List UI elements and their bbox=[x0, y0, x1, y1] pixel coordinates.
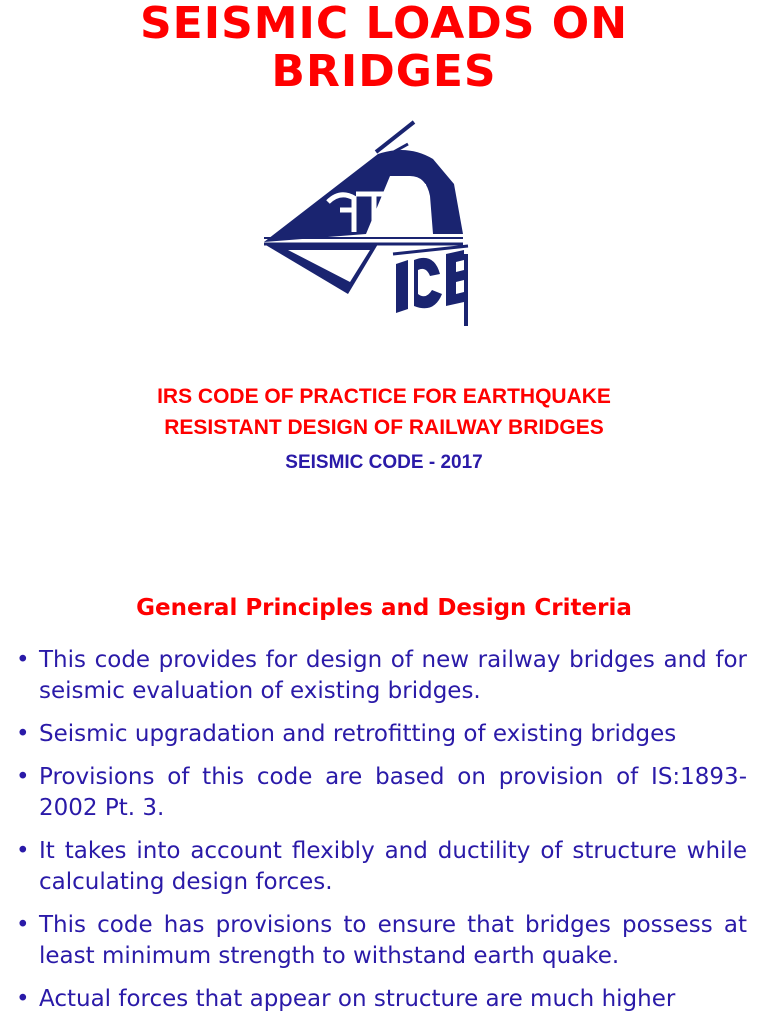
subtitle-line-2: RESISTANT DESIGN OF RAILWAY BRIDGES bbox=[164, 416, 604, 439]
list-item bbox=[16, 910, 747, 972]
list-item bbox=[16, 984, 747, 1015]
bullet-icon: • bbox=[16, 647, 30, 673]
bullet-icon: • bbox=[16, 721, 30, 747]
irsce-logo-icon bbox=[258, 114, 478, 334]
bullet-text: It takes into account flexibly and ductility of structure while calculating design forces. bbox=[39, 838, 747, 895]
bullet-icon: • bbox=[16, 986, 30, 1012]
bullet-icon: • bbox=[16, 838, 30, 864]
section-heading: General Principles and Design Criteria bbox=[136, 595, 632, 621]
bullet-icon: • bbox=[16, 764, 30, 790]
bullet-text: Seismic upgradation and retrofitting of existing bridges bbox=[39, 721, 677, 747]
bullet-text: This code has provisions to ensure that bridges possess at least minimum strength to withstand earth quake. bbox=[39, 912, 747, 969]
list-item bbox=[16, 645, 747, 707]
document-subtitle bbox=[0, 381, 768, 443]
list-item bbox=[16, 836, 747, 898]
code-label: SEISMIC CODE - 2017 bbox=[285, 452, 483, 473]
bullet-text: Actual forces that appear on structure are much higher bbox=[39, 986, 676, 1012]
subtitle-line-1: IRS CODE OF PRACTICE FOR EARTHQUAKE bbox=[157, 385, 611, 408]
bullet-icon: • bbox=[16, 912, 30, 938]
bullet-text: Provisions of this code are based on provision of IS:1893-2002 Pt. 3. bbox=[39, 764, 747, 821]
bullet-text: This code provides for design of new railway bridges and for seismic evaluation of existing bridges. bbox=[39, 647, 747, 704]
list-item bbox=[16, 762, 747, 824]
bullet-list bbox=[16, 645, 747, 1027]
page-title bbox=[0, 0, 768, 96]
list-item bbox=[16, 719, 747, 750]
title-line-2: BRIDGES bbox=[271, 46, 497, 97]
title-line-1: SEISMIC LOADS ON bbox=[139, 0, 629, 49]
